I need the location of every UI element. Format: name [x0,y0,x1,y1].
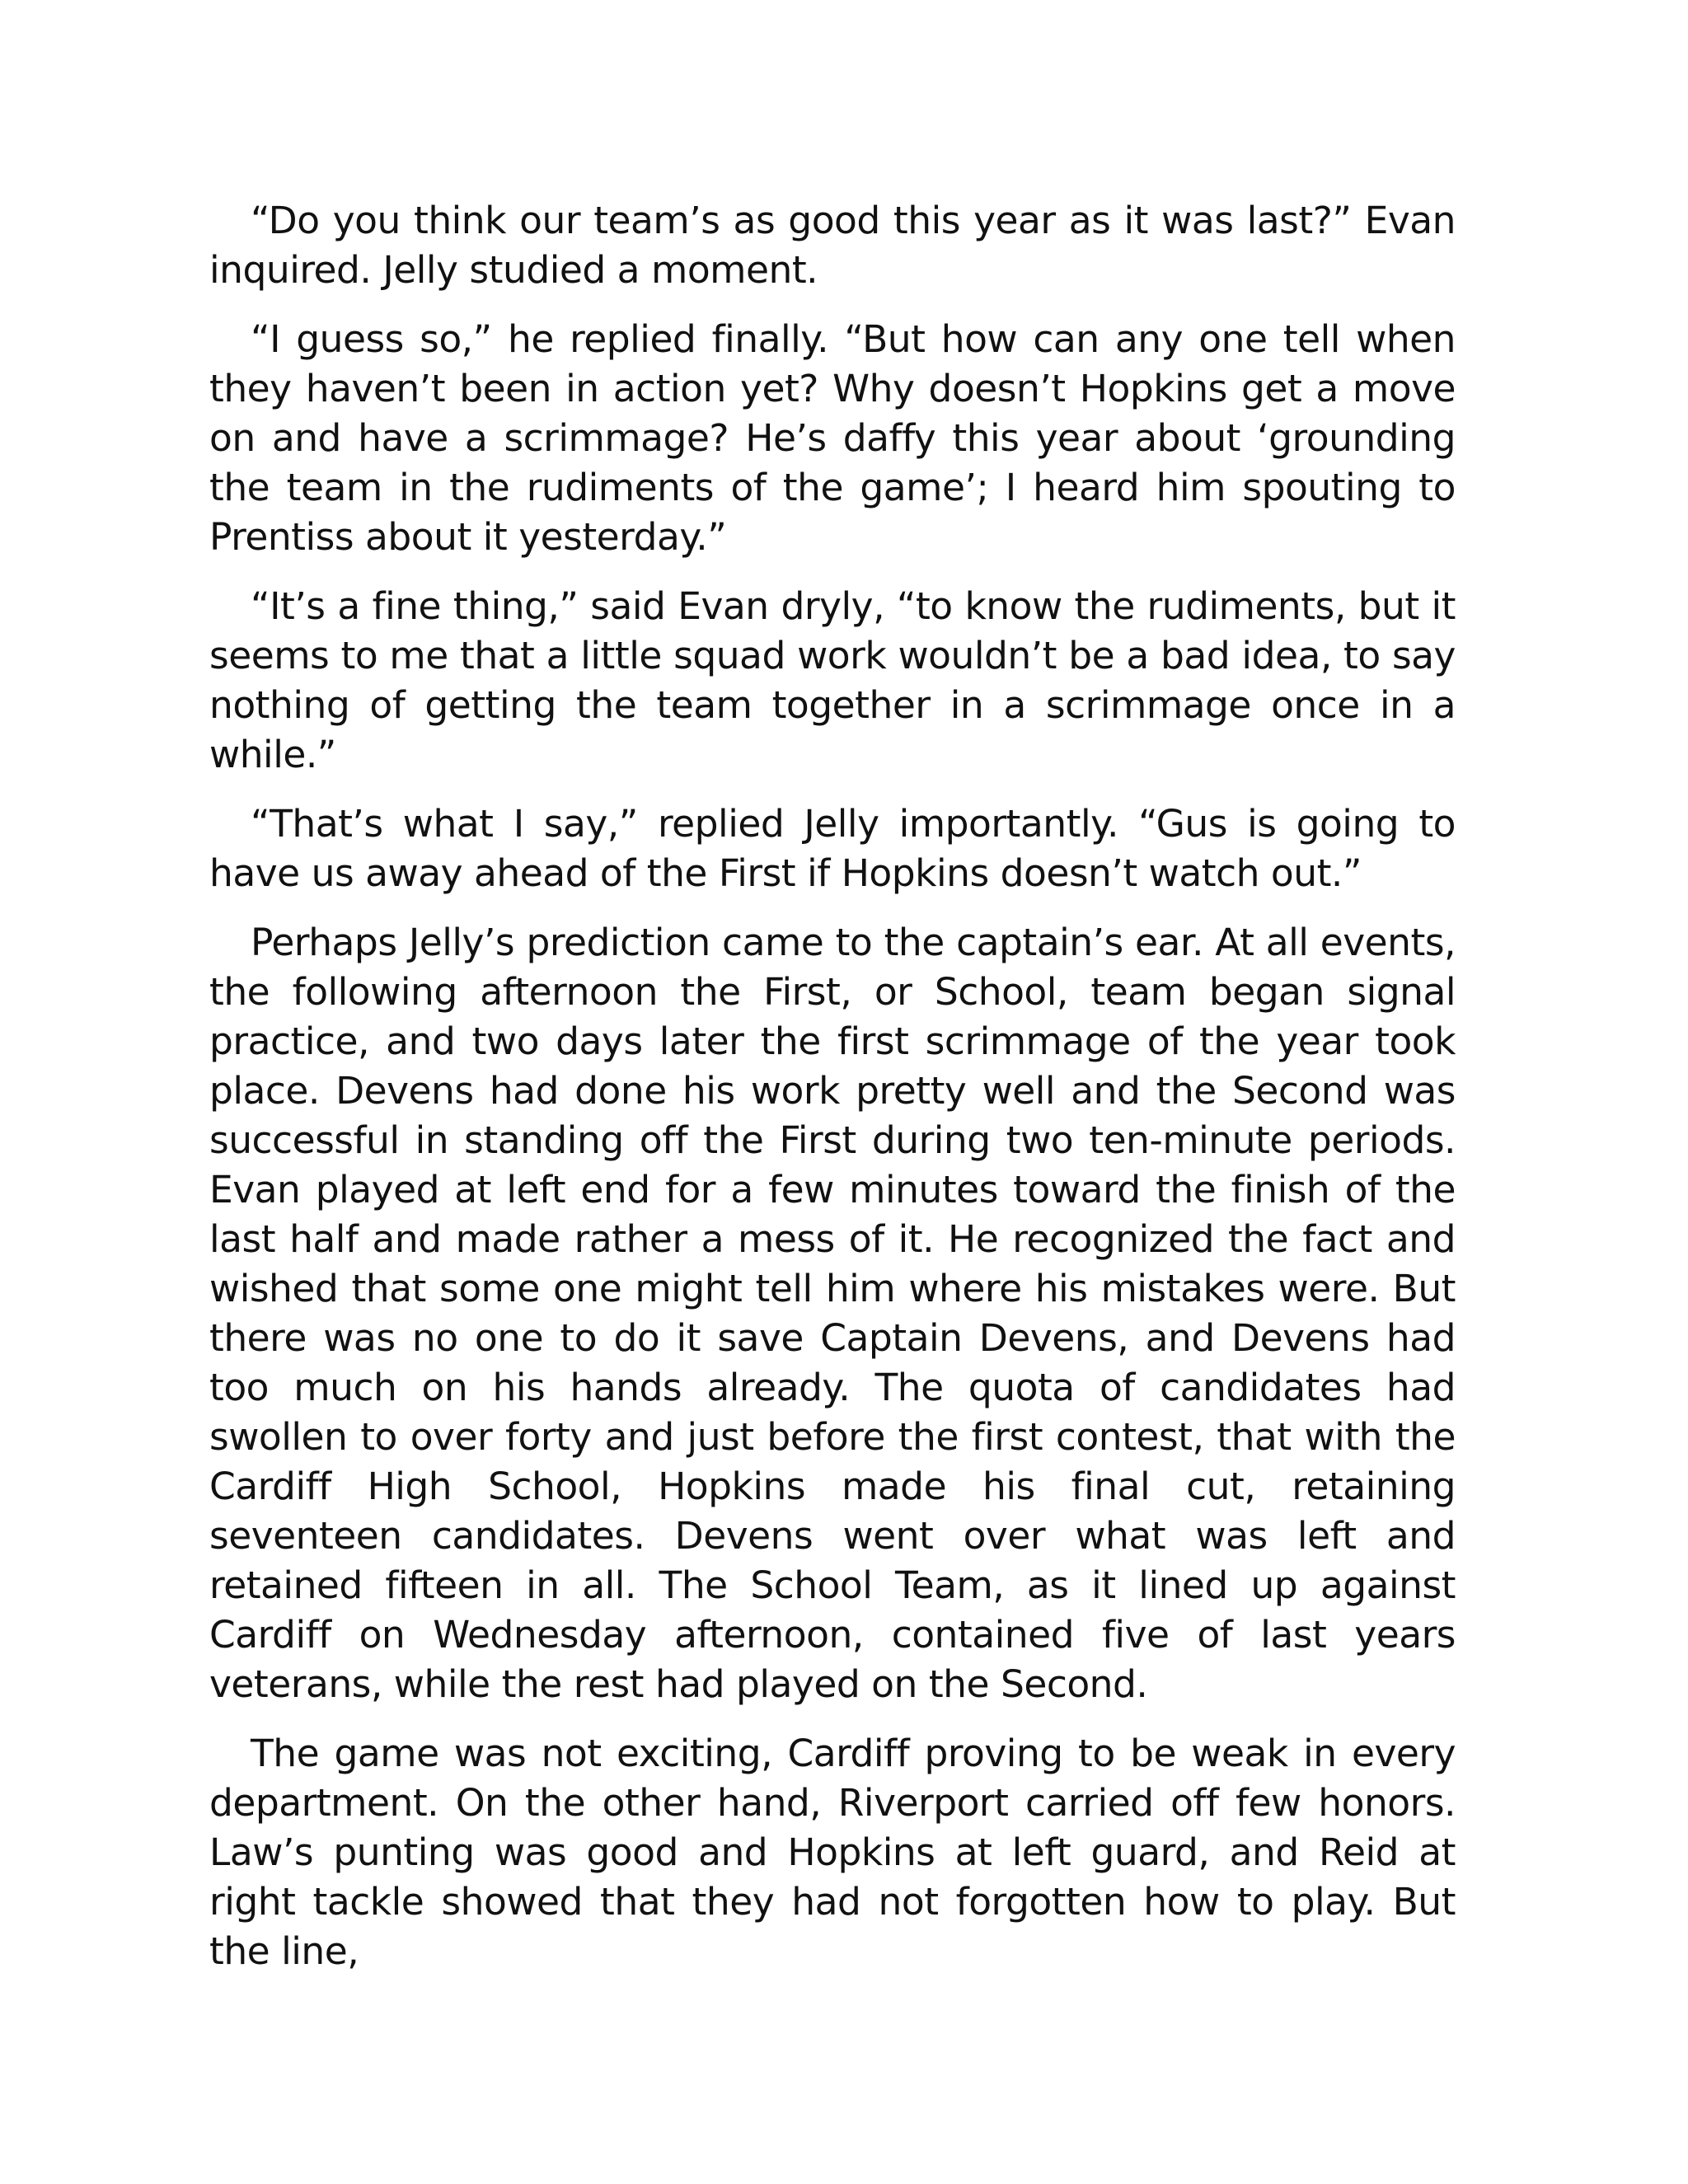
paragraph-6: The game was not exciting, Cardiff proving to be weak in every department. On the other hand, Riverport carried off few honors. Law’s punting was good and Hopkins at left guard, and Reid at right tackle showed that they had not forgotten how to play. But the line, [209,1732,1456,1973]
paragraph-3: “It’s a fine thing,” said Evan dryly, “to know the rudiments, but it seems to me that a little squad work wouldn’t be a bad idea, to say nothing of getting the team together in a scrimmage once in a while.” [209,584,1456,776]
paragraph-4: “That’s what I say,” replied Jelly importantly. “Gus is going to have us away ahead of the First if Hopkins doesn’t watch out.” [209,802,1456,895]
paragraph-1: “Do you think our team’s as good this year as it was last?” Evan inquired. Jelly studied a moment. [209,199,1456,292]
paragraph-2: “I guess so,” he replied finally. “But how can any one tell when they haven’t been in action yet? Why doesn’t Hopkins get a move on and have a scrimmage? He’s daffy this year about ‘grounding the team in the rudiments of the game’; I heard him spouting to Prentiss about it yesterday.” [209,317,1456,559]
book-page [209,196,1456,1996]
paragraph-5: Perhaps Jelly’s prediction came to the captain’s ear. At all events, the following afternoon the First, or School, team began signal practice, and two days later the first scrimmage of the year took place. Devens had done his work pretty well and the Second was successful in standing off the First during two ten-minute periods. Evan played at left end for a few minutes toward the finish of the last half and made rather a mess of it. He recognized the fact and wished that some one might tell him where his mistakes were. But there was no one to do it save Captain Devens, and Devens had too much on his hands already. The quota of candidates had swollen to over forty and just before the first contest, that with the Cardiff High School, Hopkins made his final cut, retaining seventeen candidates. Devens went over what was left and retained fifteen in all. The School Team, as it lined up against Cardiff on Wednesday afternoon, contained five of last years veterans, while the rest had played on the Second. [209,921,1456,1706]
